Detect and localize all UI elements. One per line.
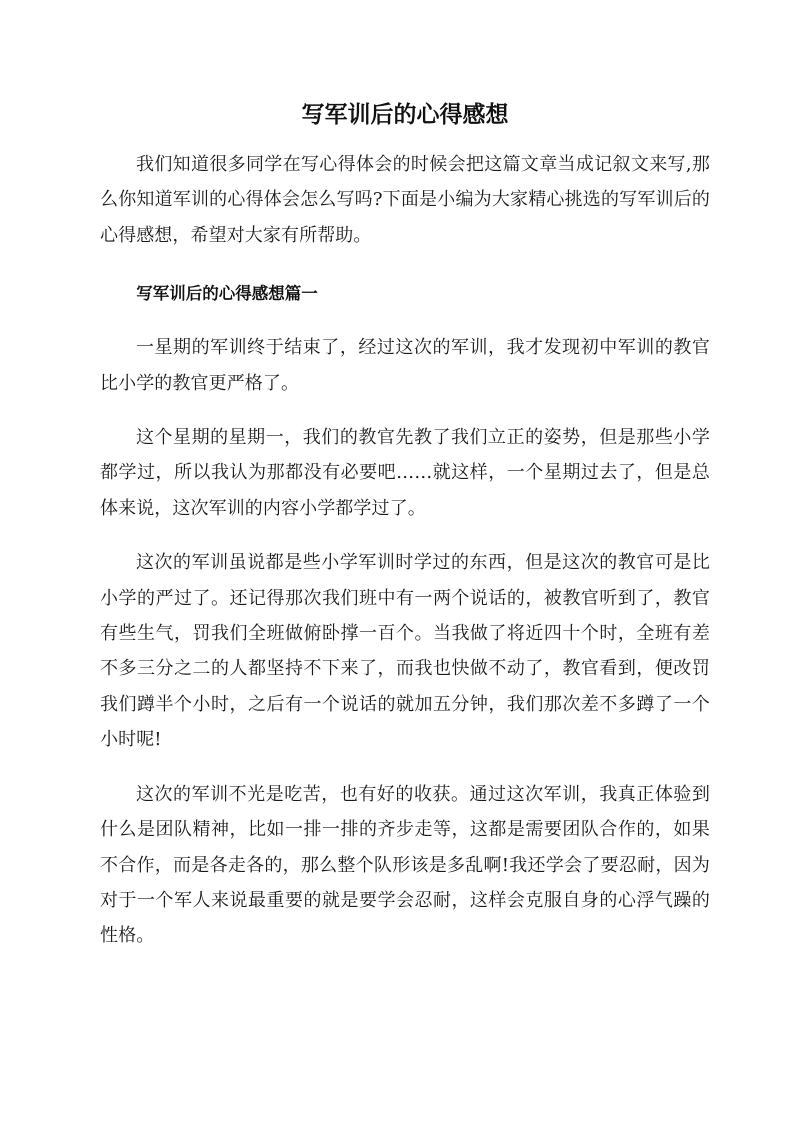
intro-paragraph: 我们知道很多同学在写心得体会的时候会把这篇文章当成记叙文来写,那么你知道军训的心得体会怎么写吗?下面是小编为大家精心挑选的写军训后的心得感想，希望对大家有所帮助。 bbox=[100, 154, 710, 246]
document-page bbox=[100, 95, 710, 954]
body-paragraph-3: 这次的军训虽说都是些小学军训时学过的东西，但是这次的教官可是比小学的严过了。还记得那次我们班中有一两个说话的，被教官听到了，教官有些生气，罚我们全班做俯卧撑一百个。当我做了将近四十个时，全班有差不多三分之二的人都坚持不下来了，而我也快做不动了，教官看到，便改罚我们蹲半个小时，之后有一个说话的就加五分钟，我们那次差不多蹲了一个小时呢! bbox=[100, 552, 710, 751]
body-paragraph-2: 这个星期的星期一，我们的教官先教了我们立正的姿势，但是那些小学都学过，所以我认为那都没有必要吧……就这样，一个星期过去了，但是总体来说，这次军训的内容小学都学过了。 bbox=[100, 427, 710, 519]
section-heading: 写军训后的心得感想篇一 bbox=[136, 284, 318, 304]
body-paragraph-1: 一星期的军训终于结束了，经过这次的军训，我才发现初中军训的教官比小学的教官更严格了。 bbox=[100, 337, 710, 394]
document-title: 写军训后的心得感想 bbox=[301, 102, 509, 128]
body-paragraph-4: 这次的军训不光是吃苦，也有好的收获。通过这次军训，我真正体验到什么是团队精神，比如一排一排的齐步走等，这都是需要团队合作的，如果不合作，而是各走各的，那么整个队形该是多乱啊!我还学会了要忍耐，因为对于一个军人来说最重要的就是要学会忍耐，这样会克服自身的心浮气躁的性格。 bbox=[100, 783, 710, 947]
